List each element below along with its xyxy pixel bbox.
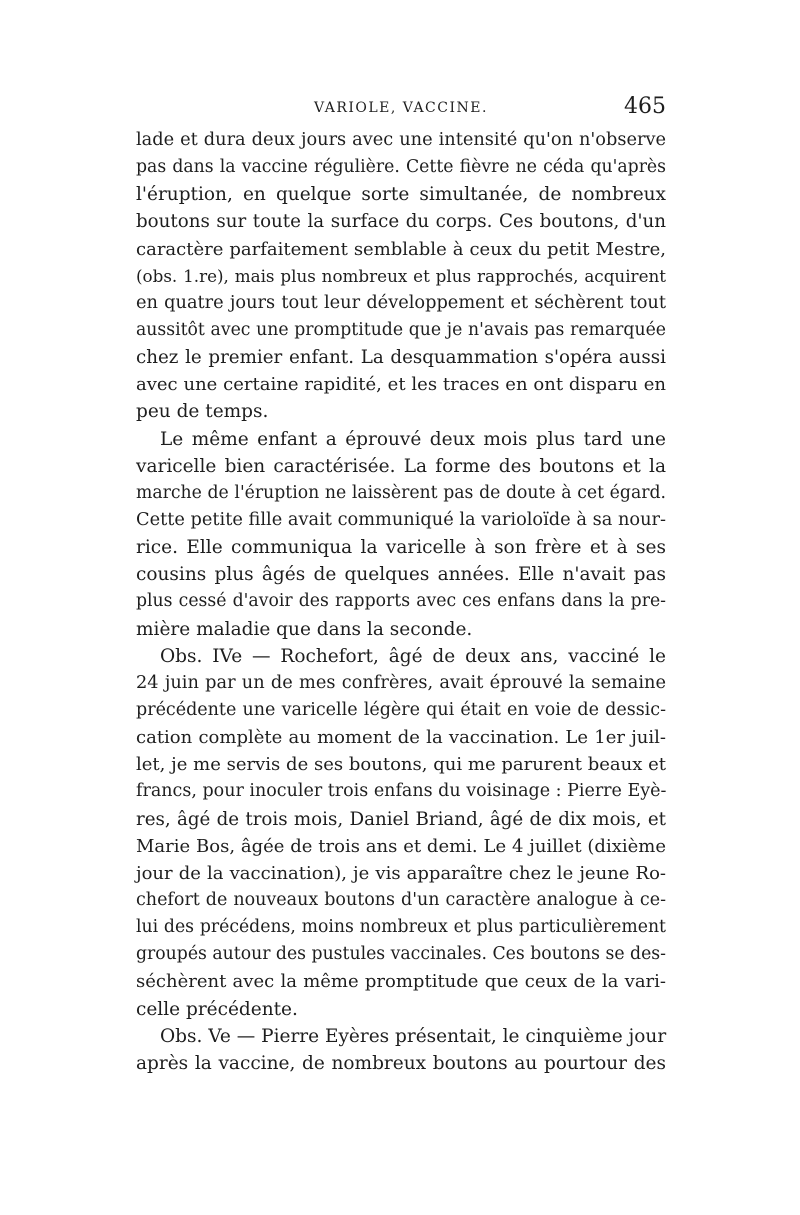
text-line: Marie Bos, âgée de trois ans et demi. Le 4 juillet (dixième	[136, 835, 666, 857]
text-line: Cette petite fille avait communiqué la varioloïde à sa nour-	[136, 509, 666, 530]
text-line: rice. Elle communiqua la varicelle à son frère et à ses	[136, 537, 666, 559]
text-line: cousins plus âgés de quelques années. Elle n'avait pas	[136, 564, 666, 586]
text-line: mière maladie que dans la seconde.	[136, 618, 473, 640]
text-line: boutons sur toute la surface du corps. Ces boutons, d'un	[136, 211, 666, 233]
text-line: l'éruption, en quelque sorte simultanée, de nombreux	[136, 184, 666, 206]
text-line: avec une certaine rapidité, et les traces en ont disparu en	[136, 374, 666, 396]
text-line: Le même enfant a éprouvé deux mois plus tard une	[160, 428, 666, 450]
text-line: francs, pour inoculer trois enfans du voisinage : Pierre Eyè-	[136, 781, 667, 802]
text-line: marche de l'éruption ne laissèrent pas de doute à cet égard.	[136, 482, 666, 503]
text-line: pas dans la vaccine régulière. Cette fièvre ne céda qu'après	[136, 157, 666, 178]
text-line: peu de temps.	[136, 401, 269, 423]
text-line: après la vaccine, de nombreux boutons au pourtour des	[136, 1052, 666, 1074]
text-line: séchèrent avec la même promptitude que ceux de la vari-	[136, 971, 666, 993]
text-line: 24 juin par un de mes confrères, avait éprouvé la semaine	[136, 672, 666, 693]
text-line: précédente une varicelle légère qui était en voie de dessic-	[136, 699, 666, 720]
text-line: en quatre jours tout leur développement et séchèrent tout	[136, 292, 666, 313]
text-line: Obs. IVe — Rochefort, âgé de deux ans, vacciné le	[160, 645, 666, 667]
text-line: chez le premier enfant. La desquammation s'opéra aussi	[136, 347, 666, 369]
text-line: varicelle bien caractérisée. La forme des boutons et la	[136, 455, 666, 477]
page-number: 465	[624, 94, 666, 119]
text-line: cation complète au moment de la vaccination. Le 1er juil-	[136, 727, 666, 749]
text-line: caractère parfaitement semblable à ceux du petit Mestre,	[136, 238, 666, 260]
text-line: res, âgé de trois mois, Daniel Briand, âgé de dix mois, et	[136, 808, 666, 830]
text-line: groupés autour des pustules vaccinales. Ces boutons se des-	[136, 944, 666, 965]
page-header	[136, 94, 666, 128]
text-line: (obs. 1.re), mais plus nombreux et plus rapprochés, acquirent	[136, 265, 666, 286]
text-line: Obs. Ve — Pierre Eyères présentait, le cinquième jour	[160, 1025, 667, 1047]
text-line: celle précédente.	[136, 998, 298, 1020]
text-line: lade et dura deux jours avec une intensité qu'on n'observe	[136, 130, 666, 150]
text-line: aussitôt avec une promptitude que je n'avais pas remarquée	[136, 319, 666, 340]
text-line: jour de la vaccination), je vis apparaître chez le jeune Ro-	[136, 862, 666, 884]
text-line: lui des précédens, moins nombreux et plus particulièrement	[136, 917, 666, 938]
running-head: VARIOLE, VACCINE.	[314, 100, 488, 116]
body-text	[136, 127, 666, 1077]
text-line: let, je me servis de ses boutons, qui me parurent beaux et	[136, 754, 666, 776]
text-line: chefort de nouveaux boutons d'un caractère analogue à ce-	[136, 889, 666, 910]
text-line: plus cessé d'avoir des rapports avec ces enfans dans la pre-	[136, 591, 666, 612]
